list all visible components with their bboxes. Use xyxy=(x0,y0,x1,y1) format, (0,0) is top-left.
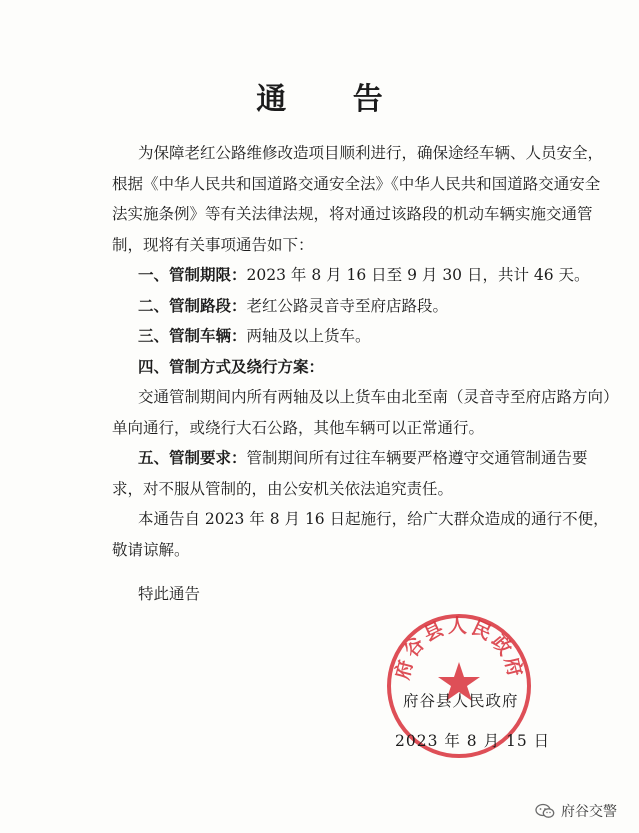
item-method xyxy=(112,352,612,383)
item-road-label: 二、管制路段： xyxy=(138,296,247,315)
notice-body xyxy=(112,138,612,610)
closing-text: 特此通告 xyxy=(138,585,201,603)
item-requirement-label: 五、管制要求： xyxy=(138,449,247,467)
item-vehicles-label: 三、管制车辆： xyxy=(138,327,247,345)
item-vehicles xyxy=(112,321,612,352)
watermark-text: 府谷交警 xyxy=(561,804,617,820)
wechat-icon xyxy=(535,803,555,819)
item-period-text: 2023 年 8 月 16 日至 9 月 30 日，共计 46 天。 xyxy=(246,266,590,284)
seal-text: 府谷县人民政府 xyxy=(391,615,527,682)
intro-paragraph: 为保障老红公路维修改造项目顺利进行，确保途经车辆、人员安全，根据《中华人民共和国道路交通安全法》《中华人民共和国道路交通安全法实施条例》等有关法律法规，将对通过该路段的机动车辆实施交通管制，现将有关事项通告如下： xyxy=(112,144,604,254)
account-watermark xyxy=(535,801,617,821)
issuer-name: 府谷县人民政府 xyxy=(403,692,519,710)
item-method-text: 交通管制期间内所有两轴及以上货车由北至南（灵音寺至府店路方向）单向通行，或绕行大石公路，其他车辆可以正常通行。 xyxy=(112,388,611,437)
effective-paragraph: 本通告自 2023 年 8 月 16 日起施行，给广大群众造成的通行不便，敬请谅解。 xyxy=(112,510,609,559)
item-road xyxy=(112,291,612,322)
signature-block xyxy=(395,690,555,752)
item-requirement xyxy=(112,443,612,504)
item-road-text: 老红公路灵音寺至府店路段。 xyxy=(246,296,449,315)
item-requirement-text: 管制期间所有过往车辆要严格遵守交通管制通告要求，对不服从管制的，由公安机关依法追究责任。 xyxy=(112,449,588,498)
item-period xyxy=(112,260,612,291)
notice-title: 通 告 xyxy=(256,82,411,117)
item-period-label: 一、管制期限： xyxy=(138,266,247,284)
item-method-label: 四、管制方式及绕行方案： xyxy=(138,357,325,376)
item-vehicles-text: 两轴及以上货车。 xyxy=(246,327,371,345)
issue-date: 2023 年 8 月 15 日 xyxy=(395,732,551,750)
